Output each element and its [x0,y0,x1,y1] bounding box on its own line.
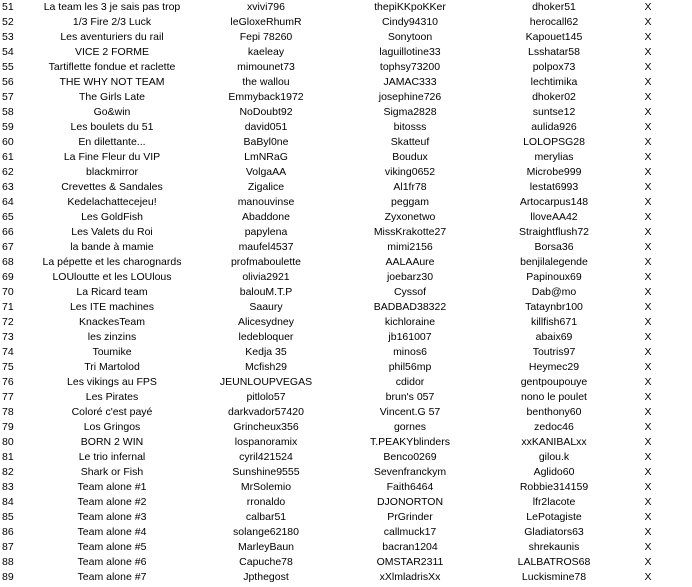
player-3-cell: lestat6993 [529,181,579,193]
player-3-cell: Luckismine78 [521,571,587,583]
check-mark-cell: X [644,361,652,373]
table-row [0,525,670,540]
team-name-cell: Les Pirates [85,391,139,403]
check-mark-cell: X [644,166,652,178]
check-mark-cell: X [644,241,652,253]
table-row [0,60,670,75]
row-number-cell: 88 [2,556,14,568]
check-mark-cell: X [644,436,652,448]
row-number-cell: 55 [2,61,14,73]
table-row [0,105,670,120]
check-mark-cell: X [644,181,652,193]
row-number-cell: 65 [2,211,14,223]
table-row [0,210,670,225]
check-mark-cell: X [644,511,652,523]
player-3-cell: merylias [534,151,574,163]
team-name-cell: LOUloutte et les LOUlous [52,271,172,283]
team-name-cell: Team alone #2 [77,496,147,508]
table-row [0,135,670,150]
team-name-cell: 1/3 Fire 2/3 Luck [72,16,152,28]
player-2-cell: bacran1204 [382,541,438,553]
player-1-cell: LmNRaG [244,151,288,163]
row-number-cell: 54 [2,46,14,58]
player-3-cell: aulida926 [531,121,577,133]
team-name-cell: Team alone #4 [77,526,147,538]
player-2-cell: Faith6464 [386,481,434,493]
table-row [0,330,670,345]
team-name-cell: blackmirror [86,166,138,178]
player-3-cell: xxKANIBALxx [521,436,587,448]
row-number-cell: 56 [2,76,14,88]
row-number-cell: 79 [2,421,14,433]
team-name-cell: Les vikings au FPS [67,376,157,388]
player-1-cell: Sunshine9555 [232,466,300,478]
check-mark-cell: X [644,256,652,268]
check-mark-cell: X [644,151,652,163]
row-number-cell: 59 [2,121,14,133]
player-2-cell: BADBAD38322 [373,301,447,313]
player-3-cell: shrekaunis [528,541,580,553]
table-row [0,480,670,495]
team-name-cell: The Girls Late [79,91,145,103]
player-3-cell: gilou.k [538,451,570,463]
check-mark-cell: X [644,16,652,28]
row-number-cell: 84 [2,496,14,508]
player-2-cell: Boudux [392,151,428,163]
player-1-cell: balouM.T.P [239,286,293,298]
table-row [0,360,670,375]
check-mark-cell: X [644,1,652,13]
row-number-cell: 64 [2,196,14,208]
table-row [0,30,670,45]
player-3-cell: dhoker02 [532,91,576,103]
player-3-cell: Borsa36 [534,241,574,253]
team-name-cell: BORN 2 WIN [80,436,144,448]
team-name-cell: Le trio infernal [78,451,146,463]
player-3-cell: Straightflush72 [518,226,590,238]
player-2-cell: mimi2156 [387,241,433,253]
table-row [0,315,670,330]
row-number-cell: 81 [2,451,14,463]
player-2-cell: kichloraine [384,316,436,328]
player-2-cell: Al1fr78 [393,181,427,193]
row-number-cell: 83 [2,481,14,493]
player-1-cell: the wallou [242,76,290,88]
player-2-cell: JAMAC333 [383,76,437,88]
team-name-cell: En dilettante... [78,136,146,148]
player-1-cell: Mcfish29 [244,361,287,373]
player-1-cell: darkvador57420 [228,406,304,418]
team-name-cell: VICE 2 FORME [74,46,150,58]
player-3-cell: Heymec29 [528,361,580,373]
table-row [0,405,670,420]
team-name-cell: La Ricard team [76,286,148,298]
row-number-cell: 53 [2,31,14,43]
team-name-cell: KnackesTeam [79,316,145,328]
player-3-cell: polpox73 [532,61,576,73]
check-mark-cell: X [644,106,652,118]
player-3-cell: Microbe999 [526,166,582,178]
check-mark-cell: X [644,136,652,148]
team-name-cell: Team alone #7 [77,571,147,583]
player-1-cell: NoDoubt92 [239,106,293,118]
player-2-cell: brun's 057 [385,391,435,403]
row-number-cell: 77 [2,391,14,403]
check-mark-cell: X [644,541,652,553]
team-name-cell: Coloré c'est payé [71,406,153,418]
player-1-cell: manouvinse [237,196,295,208]
player-1-cell: VolgaAA [245,166,287,178]
player-3-cell: lloveAA42 [530,211,578,223]
table-row [0,75,670,90]
check-mark-cell: X [644,421,652,433]
table-row [0,345,670,360]
table-row [0,285,670,300]
player-3-cell: nono le poulet [521,391,587,403]
player-2-cell: AALAAure [385,256,435,268]
player-1-cell: xvivi796 [247,1,285,13]
row-number-cell: 52 [2,16,14,28]
table-row [0,570,670,585]
player-2-cell: callmuck17 [383,526,437,538]
team-name-cell: Tartiflette fondue et raclette [48,61,176,73]
row-number-cell: 61 [2,151,14,163]
player-2-cell: bitosss [393,121,427,133]
player-3-cell: abaix69 [535,331,573,343]
player-1-cell: Kedja 35 [245,346,287,358]
row-number-cell: 60 [2,136,14,148]
player-1-cell: Grincheux356 [233,421,299,433]
check-mark-cell: X [644,376,652,388]
check-mark-cell: X [644,406,652,418]
player-2-cell: jb161007 [388,331,432,343]
table-row [0,420,670,435]
player-2-cell: Zyxonetwo [384,211,436,223]
row-number-cell: 78 [2,406,14,418]
player-2-cell: Sigma2828 [383,106,437,118]
player-3-cell: dhoker51 [532,1,576,13]
check-mark-cell: X [644,286,652,298]
player-1-cell: kaeleay [247,46,285,58]
player-2-cell: tophsy73200 [379,61,441,73]
player-3-cell: LePotagiste [526,511,582,523]
player-2-cell: cdidor [395,376,425,388]
player-2-cell: Benco0269 [383,451,437,463]
check-mark-cell: X [644,271,652,283]
row-number-cell: 71 [2,301,14,313]
check-mark-cell: X [644,196,652,208]
table-row [0,255,670,270]
player-3-cell: Aglido60 [533,466,575,478]
player-1-cell: BaByl0ne [243,136,289,148]
table-row [0,240,670,255]
row-number-cell: 87 [2,541,14,553]
player-2-cell: DJONORTON [376,496,444,508]
check-mark-cell: X [644,211,652,223]
player-3-cell: lechtimika [530,76,578,88]
row-number-cell: 74 [2,346,14,358]
check-mark-cell: X [644,31,652,43]
check-mark-cell: X [644,76,652,88]
player-2-cell: T.PEAKYblinders [370,436,450,448]
player-1-cell: maufel4537 [238,241,294,253]
player-2-cell: thepiKKpoKKer [374,1,446,13]
team-name-cell: Toumike [92,346,132,358]
row-number-cell: 68 [2,256,14,268]
check-mark-cell: X [644,331,652,343]
team-name-cell: les zinzins [87,331,137,343]
table-row [0,540,670,555]
player-1-cell: mimounet73 [237,61,295,73]
row-number-cell: 67 [2,241,14,253]
player-3-cell: zedoc46 [534,421,574,433]
table-row [0,465,670,480]
player-1-cell: Alicesydney [237,316,295,328]
player-3-cell: Gladiators63 [524,526,584,538]
player-3-cell: LALBATROS68 [517,556,591,568]
row-number-cell: 80 [2,436,14,448]
row-number-cell: 86 [2,526,14,538]
team-name-cell: Tri Martolod [84,361,140,373]
player-2-cell: josephine726 [378,91,442,103]
table-row [0,90,670,105]
player-3-cell: Lsshatar58 [528,46,580,58]
check-mark-cell: X [644,121,652,133]
player-1-cell: Jpthegost [243,571,289,583]
check-mark-cell: X [644,226,652,238]
team-name-cell: Team alone #3 [77,511,147,523]
team-name-cell: Les ITE machines [69,301,155,313]
player-2-cell: OMSTAR2311 [376,556,444,568]
team-name-cell: Shark or Fish [80,466,144,478]
player-1-cell: rronaldo [246,496,286,508]
player-3-cell: lfr2lacote [532,496,576,508]
check-mark-cell: X [644,571,652,583]
player-2-cell: laguillotine33 [379,46,441,58]
player-2-cell: Vincent.G 57 [379,406,441,418]
table-row [0,390,670,405]
check-mark-cell: X [644,526,652,538]
player-3-cell: benthony60 [526,406,582,418]
row-number-cell: 75 [2,361,14,373]
player-1-cell: papylena [244,226,288,238]
row-number-cell: 62 [2,166,14,178]
player-1-cell: Capuche78 [239,556,293,568]
check-mark-cell: X [644,346,652,358]
check-mark-cell: X [644,496,652,508]
table-row [0,510,670,525]
player-1-cell: profmaboulette [230,256,302,268]
check-mark-cell: X [644,466,652,478]
player-2-cell: Cindy94310 [381,16,439,28]
player-1-cell: pitlolo57 [246,391,286,403]
player-1-cell: solange62180 [233,526,299,538]
player-1-cell: cyril421524 [239,451,293,463]
player-1-cell: JEUNLOUPVEGAS [219,376,313,388]
team-name-cell: Crevettes & Sandales [61,181,163,193]
player-3-cell: Dab@mo [531,286,577,298]
player-2-cell: peggam [391,196,429,208]
player-2-cell: gornes [393,421,427,433]
row-number-cell: 63 [2,181,14,193]
player-1-cell: Abaddone [242,211,290,223]
check-mark-cell: X [644,91,652,103]
team-name-cell: la bande à mamie [70,241,154,253]
check-mark-cell: X [644,481,652,493]
player-2-cell: Cyssof [393,286,427,298]
player-3-cell: Artocarpus148 [519,196,589,208]
player-3-cell: Tataynbr100 [525,301,583,313]
player-2-cell: Skatteuf [390,136,430,148]
row-number-cell: 58 [2,106,14,118]
team-name-cell: Go&win [93,106,131,118]
table-row [0,270,670,285]
table-row [0,450,670,465]
player-1-cell: david051 [244,121,288,133]
table-row [0,225,670,240]
player-1-cell: MarleyBaun [237,541,295,553]
table-row [0,0,670,15]
player-3-cell: LOLOPSG28 [523,136,585,148]
team-name-cell: Team alone #5 [77,541,147,553]
team-name-cell: Les boulets du 51 [70,121,154,133]
player-2-cell: phil56mp [388,361,432,373]
table-row [0,120,670,135]
player-2-cell: Sevenfranckym [373,466,447,478]
team-name-cell: THE WHY NOT TEAM [59,76,165,88]
player-3-cell: Toutris97 [532,346,576,358]
check-mark-cell: X [644,391,652,403]
team-name-cell: Team alone #1 [77,481,147,493]
row-number-cell: 70 [2,286,14,298]
team-name-cell: Team alone #6 [77,556,147,568]
team-name-cell: La Fine Fleur du VIP [63,151,161,163]
table-row [0,195,670,210]
team-name-cell: Les aventuriers du rail [60,31,164,43]
player-1-cell: Saaury [249,301,283,313]
table-row [0,555,670,570]
table-row [0,495,670,510]
row-number-cell: 72 [2,316,14,328]
team-name-cell: La pépette et les charognards [42,256,182,268]
player-1-cell: ledebloquer [238,331,294,343]
table-row [0,15,670,30]
player-2-cell: viking0652 [384,166,436,178]
row-number-cell: 76 [2,376,14,388]
team-name-cell: Kedelachattecejeu! [67,196,157,208]
check-mark-cell: X [644,301,652,313]
row-number-cell: 69 [2,271,14,283]
player-3-cell: suntse12 [532,106,576,118]
player-1-cell: leGloxeRhumR [230,16,302,28]
player-1-cell: calbar51 [245,511,287,523]
team-name-cell: Les Valets du Roi [71,226,153,238]
table-row [0,45,670,60]
row-number-cell: 73 [2,331,14,343]
table-row [0,180,670,195]
check-mark-cell: X [644,316,652,328]
player-3-cell: Papinoux69 [526,271,582,283]
check-mark-cell: X [644,556,652,568]
player-2-cell: PrGrinder [387,511,433,523]
player-3-cell: gentpoupouye [520,376,588,388]
player-3-cell: Kapouet145 [525,31,583,43]
player-1-cell: Fepi 78260 [239,31,293,43]
player-2-cell: Sonytoon [387,31,433,43]
check-mark-cell: X [644,451,652,463]
team-name-cell: Los Gringos [83,421,141,433]
row-number-cell: 66 [2,226,14,238]
row-number-cell: 85 [2,511,14,523]
player-1-cell: lospanoramix [234,436,298,448]
player-3-cell: killfish671 [530,316,578,328]
table-row [0,435,670,450]
team-name-cell: La team les 3 je sais pas trop [43,1,181,13]
player-1-cell: MrSolemio [240,481,292,493]
player-2-cell: minos6 [393,346,427,358]
row-number-cell: 57 [2,91,14,103]
player-3-cell: herocall62 [529,16,579,28]
table-row [0,375,670,390]
team-name-cell: Les GoldFish [81,211,143,223]
table-row [0,150,670,165]
row-number-cell: 51 [2,1,14,13]
check-mark-cell: X [644,61,652,73]
player-2-cell: xXlmladrisXx [379,571,441,583]
table-row [0,300,670,315]
check-mark-cell: X [644,46,652,58]
row-number-cell: 89 [2,571,14,583]
player-1-cell: olivia2921 [242,271,290,283]
table-row [0,165,670,180]
player-2-cell: joebarz30 [386,271,434,283]
player-3-cell: benjilalegende [520,256,588,268]
player-2-cell: MissKrakotte27 [373,226,447,238]
player-1-cell: Emmyback1972 [228,91,304,103]
player-3-cell: Robbie314159 [519,481,589,493]
row-number-cell: 82 [2,466,14,478]
player-1-cell: Zigalice [247,181,285,193]
